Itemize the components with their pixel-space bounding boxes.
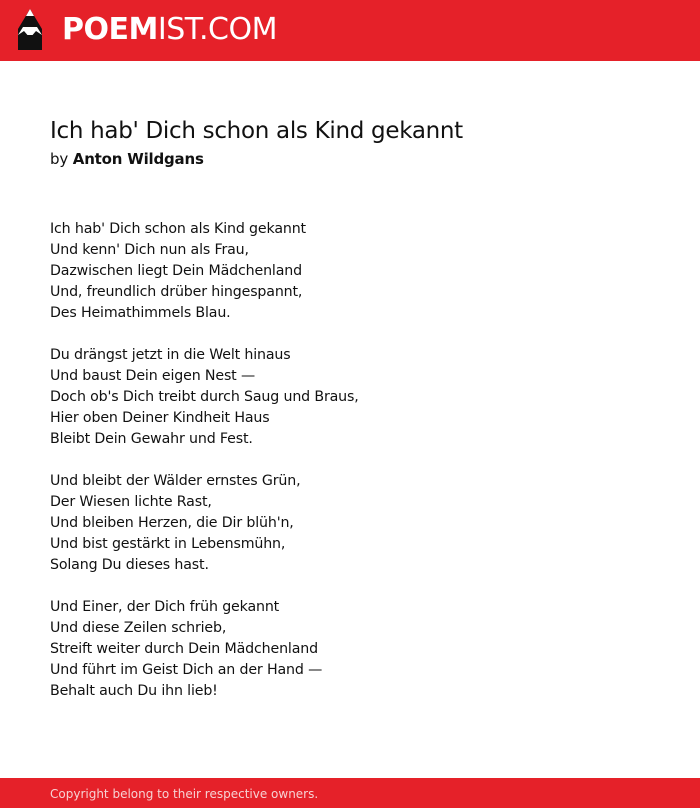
author-name: Anton Wildgans bbox=[72, 150, 204, 168]
pencil-icon bbox=[17, 9, 43, 51]
site-logo[interactable] bbox=[17, 9, 277, 51]
poem-line: Hier oben Deiner Kindheit Haus bbox=[50, 410, 270, 426]
poem-header bbox=[50, 114, 650, 169]
poem-line: Du drängst jetzt in die Welt hinaus bbox=[50, 347, 291, 363]
stanza bbox=[50, 471, 650, 576]
poem-line: Und bist gestärkt in Lebensmühn, bbox=[50, 536, 286, 552]
poem-line: Und, freundlich drüber hingespannt, bbox=[50, 284, 303, 300]
poem-line: Bleibt Dein Gewahr und Fest. bbox=[50, 431, 253, 447]
poem-line: Und kenn' Dich nun als Frau, bbox=[50, 242, 249, 258]
poem-line: Der Wiesen lichte Rast, bbox=[50, 494, 212, 510]
site-header bbox=[0, 0, 700, 61]
poem-line: Solang Du dieses hast. bbox=[50, 557, 209, 573]
poem-line: Behalt auch Du ihn lieb! bbox=[50, 683, 218, 699]
site-logo-text bbox=[62, 9, 277, 51]
poem-line: Und diese Zeilen schrieb, bbox=[50, 620, 227, 636]
stanza bbox=[50, 345, 650, 450]
logo-text-light: IST.COM bbox=[157, 12, 277, 47]
poem-line: Doch ob's Dich treibt durch Saug und Braus, bbox=[50, 389, 359, 405]
stanza bbox=[50, 219, 650, 324]
copyright-notice: Copyright belong to their respective owners. bbox=[50, 787, 319, 801]
site-footer bbox=[0, 778, 700, 808]
poem-body bbox=[50, 219, 650, 723]
poem-line: Dazwischen liegt Dein Mädchenland bbox=[50, 263, 302, 279]
logo-text-bold: POEM bbox=[62, 12, 158, 47]
poem-line: Und Einer, der Dich früh gekannt bbox=[50, 599, 280, 615]
poem-line: Und bleiben Herzen, die Dir blüh'n, bbox=[50, 515, 294, 531]
stanza bbox=[50, 597, 650, 702]
poem-line: Und bleibt der Wälder ernstes Grün, bbox=[50, 473, 301, 489]
poem-title: Ich hab' Dich schon als Kind gekannt bbox=[50, 118, 463, 144]
poem-line: Und führt im Geist Dich an der Hand — bbox=[50, 662, 323, 678]
byline-prefix: by bbox=[50, 150, 68, 168]
poem-line: Des Heimathimmels Blau. bbox=[50, 305, 231, 321]
poem-line: Und baust Dein eigen Nest — bbox=[50, 368, 255, 384]
poem-line: Streift weiter durch Dein Mädchenland bbox=[50, 641, 318, 657]
byline bbox=[50, 149, 650, 169]
poem-line: Ich hab' Dich schon als Kind gekannt bbox=[50, 221, 306, 237]
